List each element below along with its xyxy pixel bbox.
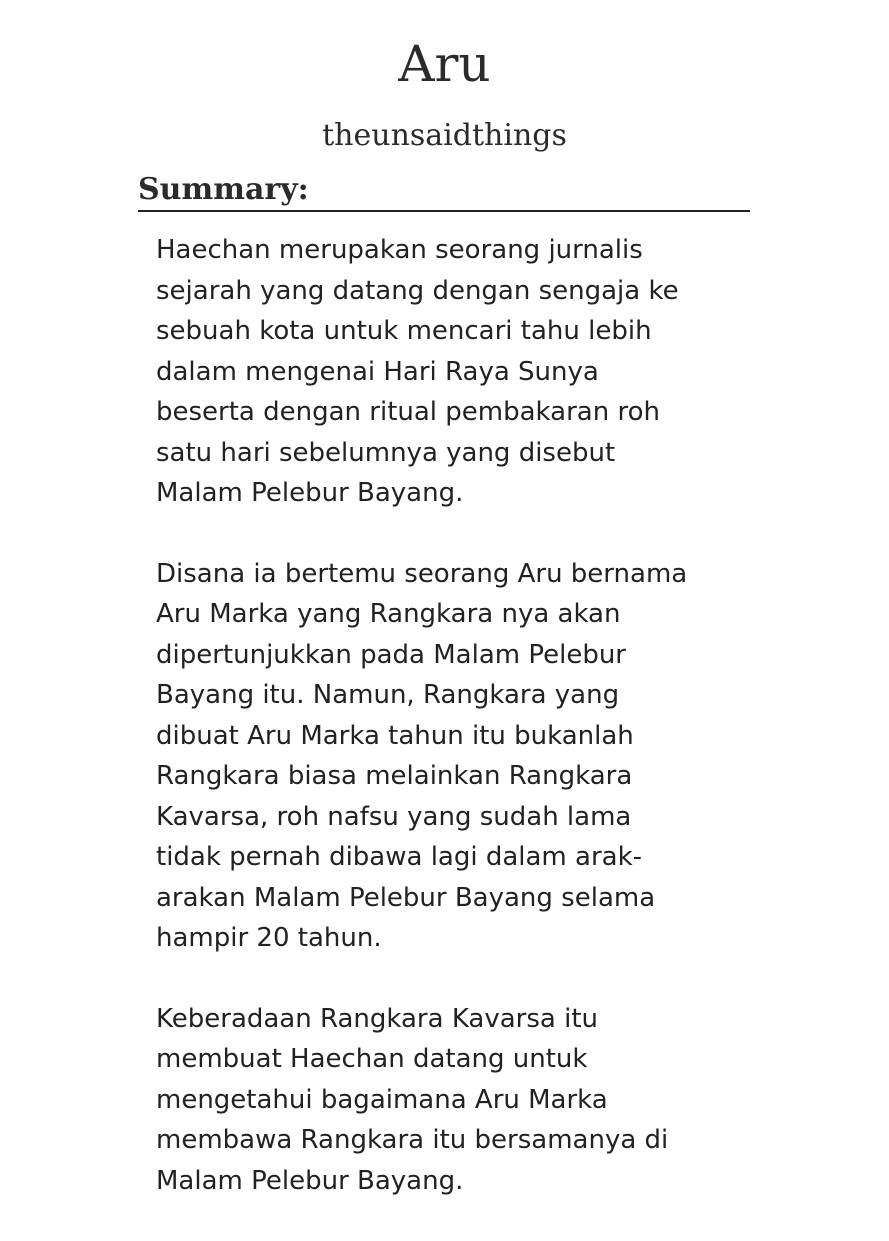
summary-line: dipertunjukkan pada Malam Pelebur — [156, 639, 626, 670]
summary-line: satu hari sebelumnya yang disebut — [156, 437, 616, 468]
summary-line: Keberadaan Rangkara Kavarsa itu — [156, 1003, 598, 1034]
summary-line: Kavarsa, roh nafsu yang sudah lama — [156, 801, 632, 832]
summary-line: mengetahui bagaimana Aru Marka — [156, 1084, 608, 1115]
summary-line: Haechan merupakan seorang jurnalis — [156, 235, 643, 265]
summary-line: tidak pernah dibawa lagi dalam arak- — [156, 842, 643, 872]
summary-line: dibuat Aru Marka tahun itu bukanlah — [156, 720, 634, 751]
work-title: Aru — [398, 35, 491, 93]
summary-paragraph-3 — [156, 999, 756, 1202]
summary-line: Malam Pelebur Bayang. — [156, 1165, 464, 1196]
summary-line: membawa Rangkara itu bersamanya di — [156, 1125, 669, 1155]
summary-line: membuat Haechan datang untuk — [156, 1044, 588, 1074]
summary-body — [156, 230, 756, 1241]
summary-line: Malam Pelebur Bayang. — [156, 478, 464, 508]
summary-line: hampir 20 tahun. — [156, 923, 382, 953]
summary-line: arakan Malam Pelebur Bayang selama — [156, 882, 656, 913]
summary-paragraph-2 — [156, 554, 756, 959]
author-name: theunsaidthings — [322, 118, 567, 153]
summary-line: sejarah yang datang dengan sengaja ke — [156, 275, 679, 306]
summary-line: dalam mengenai Hari Raya Sunya — [156, 356, 599, 387]
summary-line: beserta dengan ritual pembakaran roh — [156, 397, 660, 427]
summary-line: Disana ia bertemu seorang Aru bernama — [156, 558, 688, 589]
summary-heading: Summary: — [138, 170, 750, 212]
summary-line: sebuah kota untuk mencari tahu lebih — [156, 316, 652, 346]
summary-line: Aru Marka yang Rangkara nya akan — [156, 599, 621, 629]
summary-line: Bayang itu. Namun, Rangkara yang — [156, 680, 620, 710]
summary-line: Rangkara biasa melainkan Rangkara — [156, 761, 633, 791]
summary-paragraph-1 — [156, 230, 756, 514]
